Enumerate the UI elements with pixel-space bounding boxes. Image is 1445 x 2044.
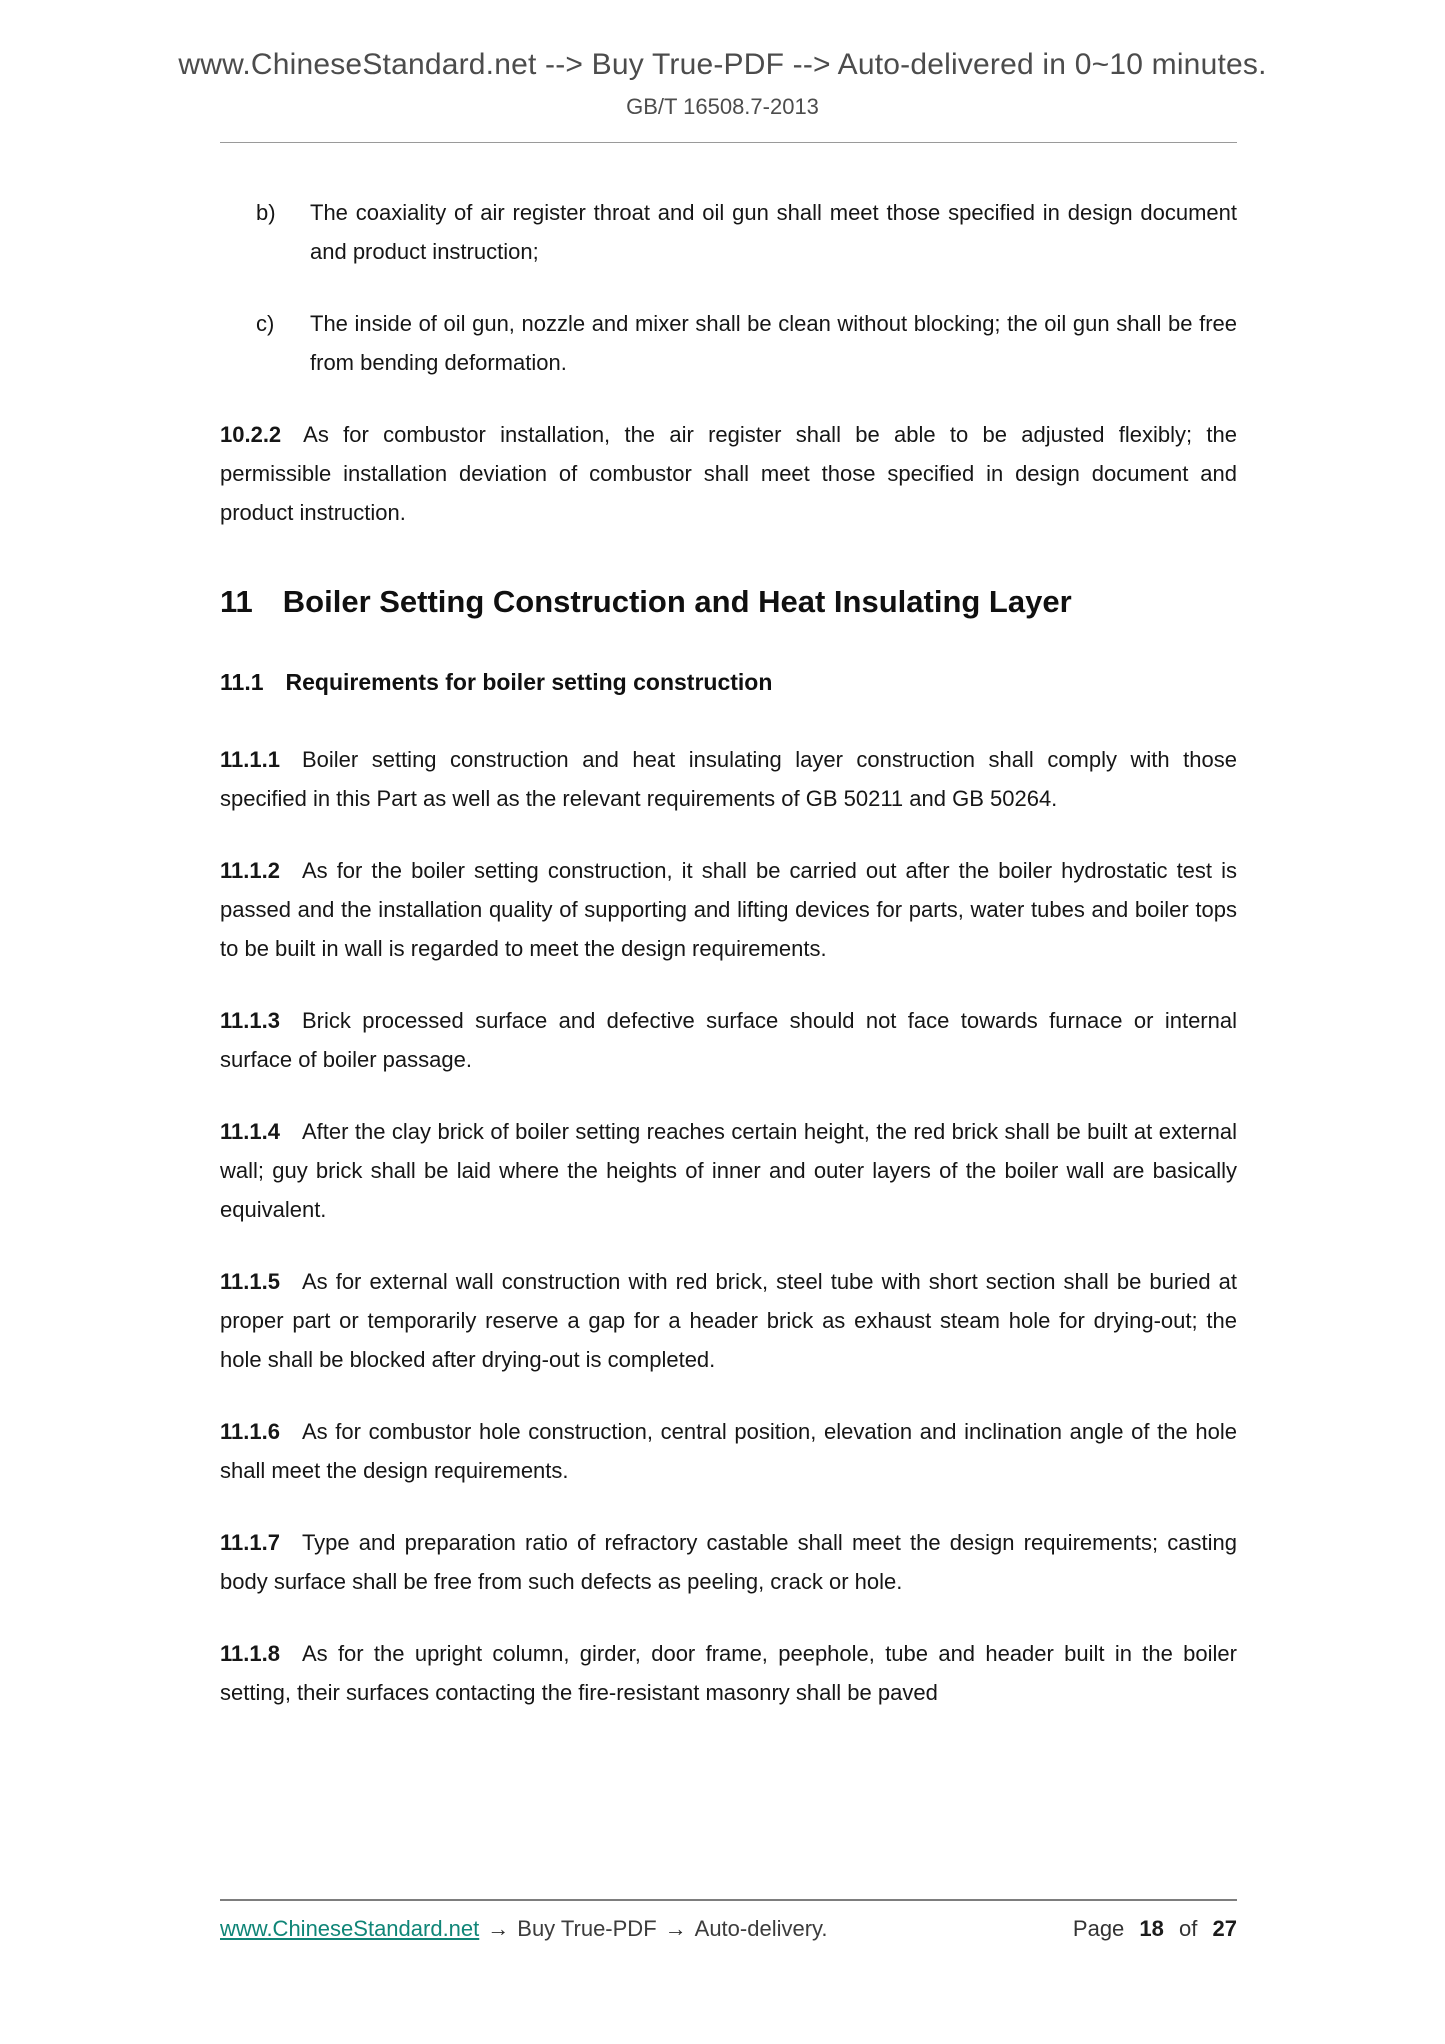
clause-number: 11.1.5 [220, 1269, 280, 1295]
clause-11-1-6 [220, 1412, 1237, 1490]
section-number: 11.1 [220, 669, 264, 696]
list-item-c [256, 304, 1237, 382]
clause-text: As for the upright column, girder, door frame, peephole, tube and header built in the boiler setting, their surfaces contacting the fire-resistant masonry shall be paved [220, 1641, 1237, 1706]
chapter-number: 11 [220, 584, 253, 619]
arrow-right-icon: → [487, 1916, 510, 1941]
footer-page-indicator [1073, 1916, 1237, 1942]
clause-text: Type and preparation ratio of refractory castable shall meet the design requirements; casting body surface shall be free from such defects as peeling, crack or hole. [220, 1530, 1237, 1595]
footer-buy-text: Buy True-PDF [517, 1916, 657, 1941]
clause-number: 11.1.2 [220, 858, 280, 884]
clause-11-1-7 [220, 1523, 1237, 1601]
clause-text: Brick processed surface and defective surface should not face towards furnace or internal surface of boiler passage. [220, 1008, 1237, 1073]
page-current: 18 [1139, 1916, 1164, 1941]
clause-text: As for external wall construction with red brick, steel tube with short section shall be buried at proper part or temporarily reserve a gap for a header brick as exhaust steam hole for drying-out; the hole shall be blocked after drying-out is completed. [220, 1269, 1237, 1373]
clause-11-1-4 [220, 1112, 1237, 1229]
page-footer [220, 1899, 1237, 1942]
clause-11-1-3 [220, 1001, 1237, 1079]
clause-11-1-1 [220, 740, 1237, 818]
list-item-label: c) [256, 311, 275, 336]
clause-text: After the clay brick of boiler setting reaches certain height, the red brick shall be built at external wall; guy brick shall be laid where the heights of inner and outer layers of the boiler wall are basically equivalent. [220, 1119, 1237, 1223]
page-total: 27 [1212, 1916, 1237, 1941]
top-banner-text: www.ChineseStandard.net --> Buy True-PDF --> Auto-delivered in 0~10 minutes. [178, 48, 1267, 81]
clause-10-2-2 [220, 415, 1237, 532]
footer-branding [220, 1916, 828, 1942]
clause-number: 11.1.4 [220, 1119, 280, 1145]
section-title: Requirements for boiler setting construction [285, 669, 773, 696]
chapter-title: Boiler Setting Construction and Heat Insulating Layer [282, 584, 1072, 619]
list-item-b [256, 193, 1237, 271]
document-body [220, 193, 1237, 1712]
list-item-text: The inside of oil gun, nozzle and mixer shall be clean without blocking; the oil gun shall be free from bending deformation. [310, 311, 1237, 375]
list-item-label: b) [256, 200, 276, 225]
clause-number: 10.2.2 [220, 422, 282, 447]
clause-text: Boiler setting construction and heat insulating layer construction shall comply with those specified in this Part as well as the relevant requirements of GB 50211 and GB 50264. [220, 747, 1237, 812]
clause-number: 11.1.7 [220, 1530, 280, 1556]
clause-number: 11.1.8 [220, 1641, 280, 1667]
clause-11-1-2 [220, 851, 1237, 968]
clause-text: As for combustor installation, the air register shall be able to be adjusted flexibly; the permissible installation deviation of combustor shall meet those specified in design document and product instruction. [220, 422, 1237, 525]
arrow-right-icon: → [664, 1916, 687, 1941]
clause-number: 11.1.6 [220, 1419, 280, 1445]
footer-site-link[interactable]: www.ChineseStandard.net [220, 1916, 480, 1941]
standard-code: GB/T 16508.7-2013 [626, 94, 819, 119]
clause-number: 11.1.3 [220, 1008, 280, 1034]
section-11-1-heading [220, 668, 1237, 698]
clause-text: As for the boiler setting construction, it shall be carried out after the boiler hydrostatic test is passed and the installation quality of supporting and lifting devices for parts, water tubes and boiler tops to be built in wall is regarded to meet the design requirements. [220, 858, 1237, 962]
footer-delivery-text: Auto-delivery. [694, 1916, 828, 1941]
clause-11-1-8 [220, 1634, 1237, 1712]
of-word: of [1179, 1916, 1198, 1941]
clause-text: As for combustor hole construction, central position, elevation and inclination angle of the hole shall meet the design requirements. [220, 1419, 1237, 1484]
header-divider [220, 142, 1237, 143]
clause-number: 11.1.1 [220, 747, 280, 773]
clause-11-1-5 [220, 1262, 1237, 1379]
page-word: Page [1072, 1916, 1125, 1941]
chapter-11-heading [220, 582, 1237, 622]
list-item-text: The coaxiality of air register throat and oil gun shall meet those specified in design document and product instruction; [310, 200, 1237, 264]
